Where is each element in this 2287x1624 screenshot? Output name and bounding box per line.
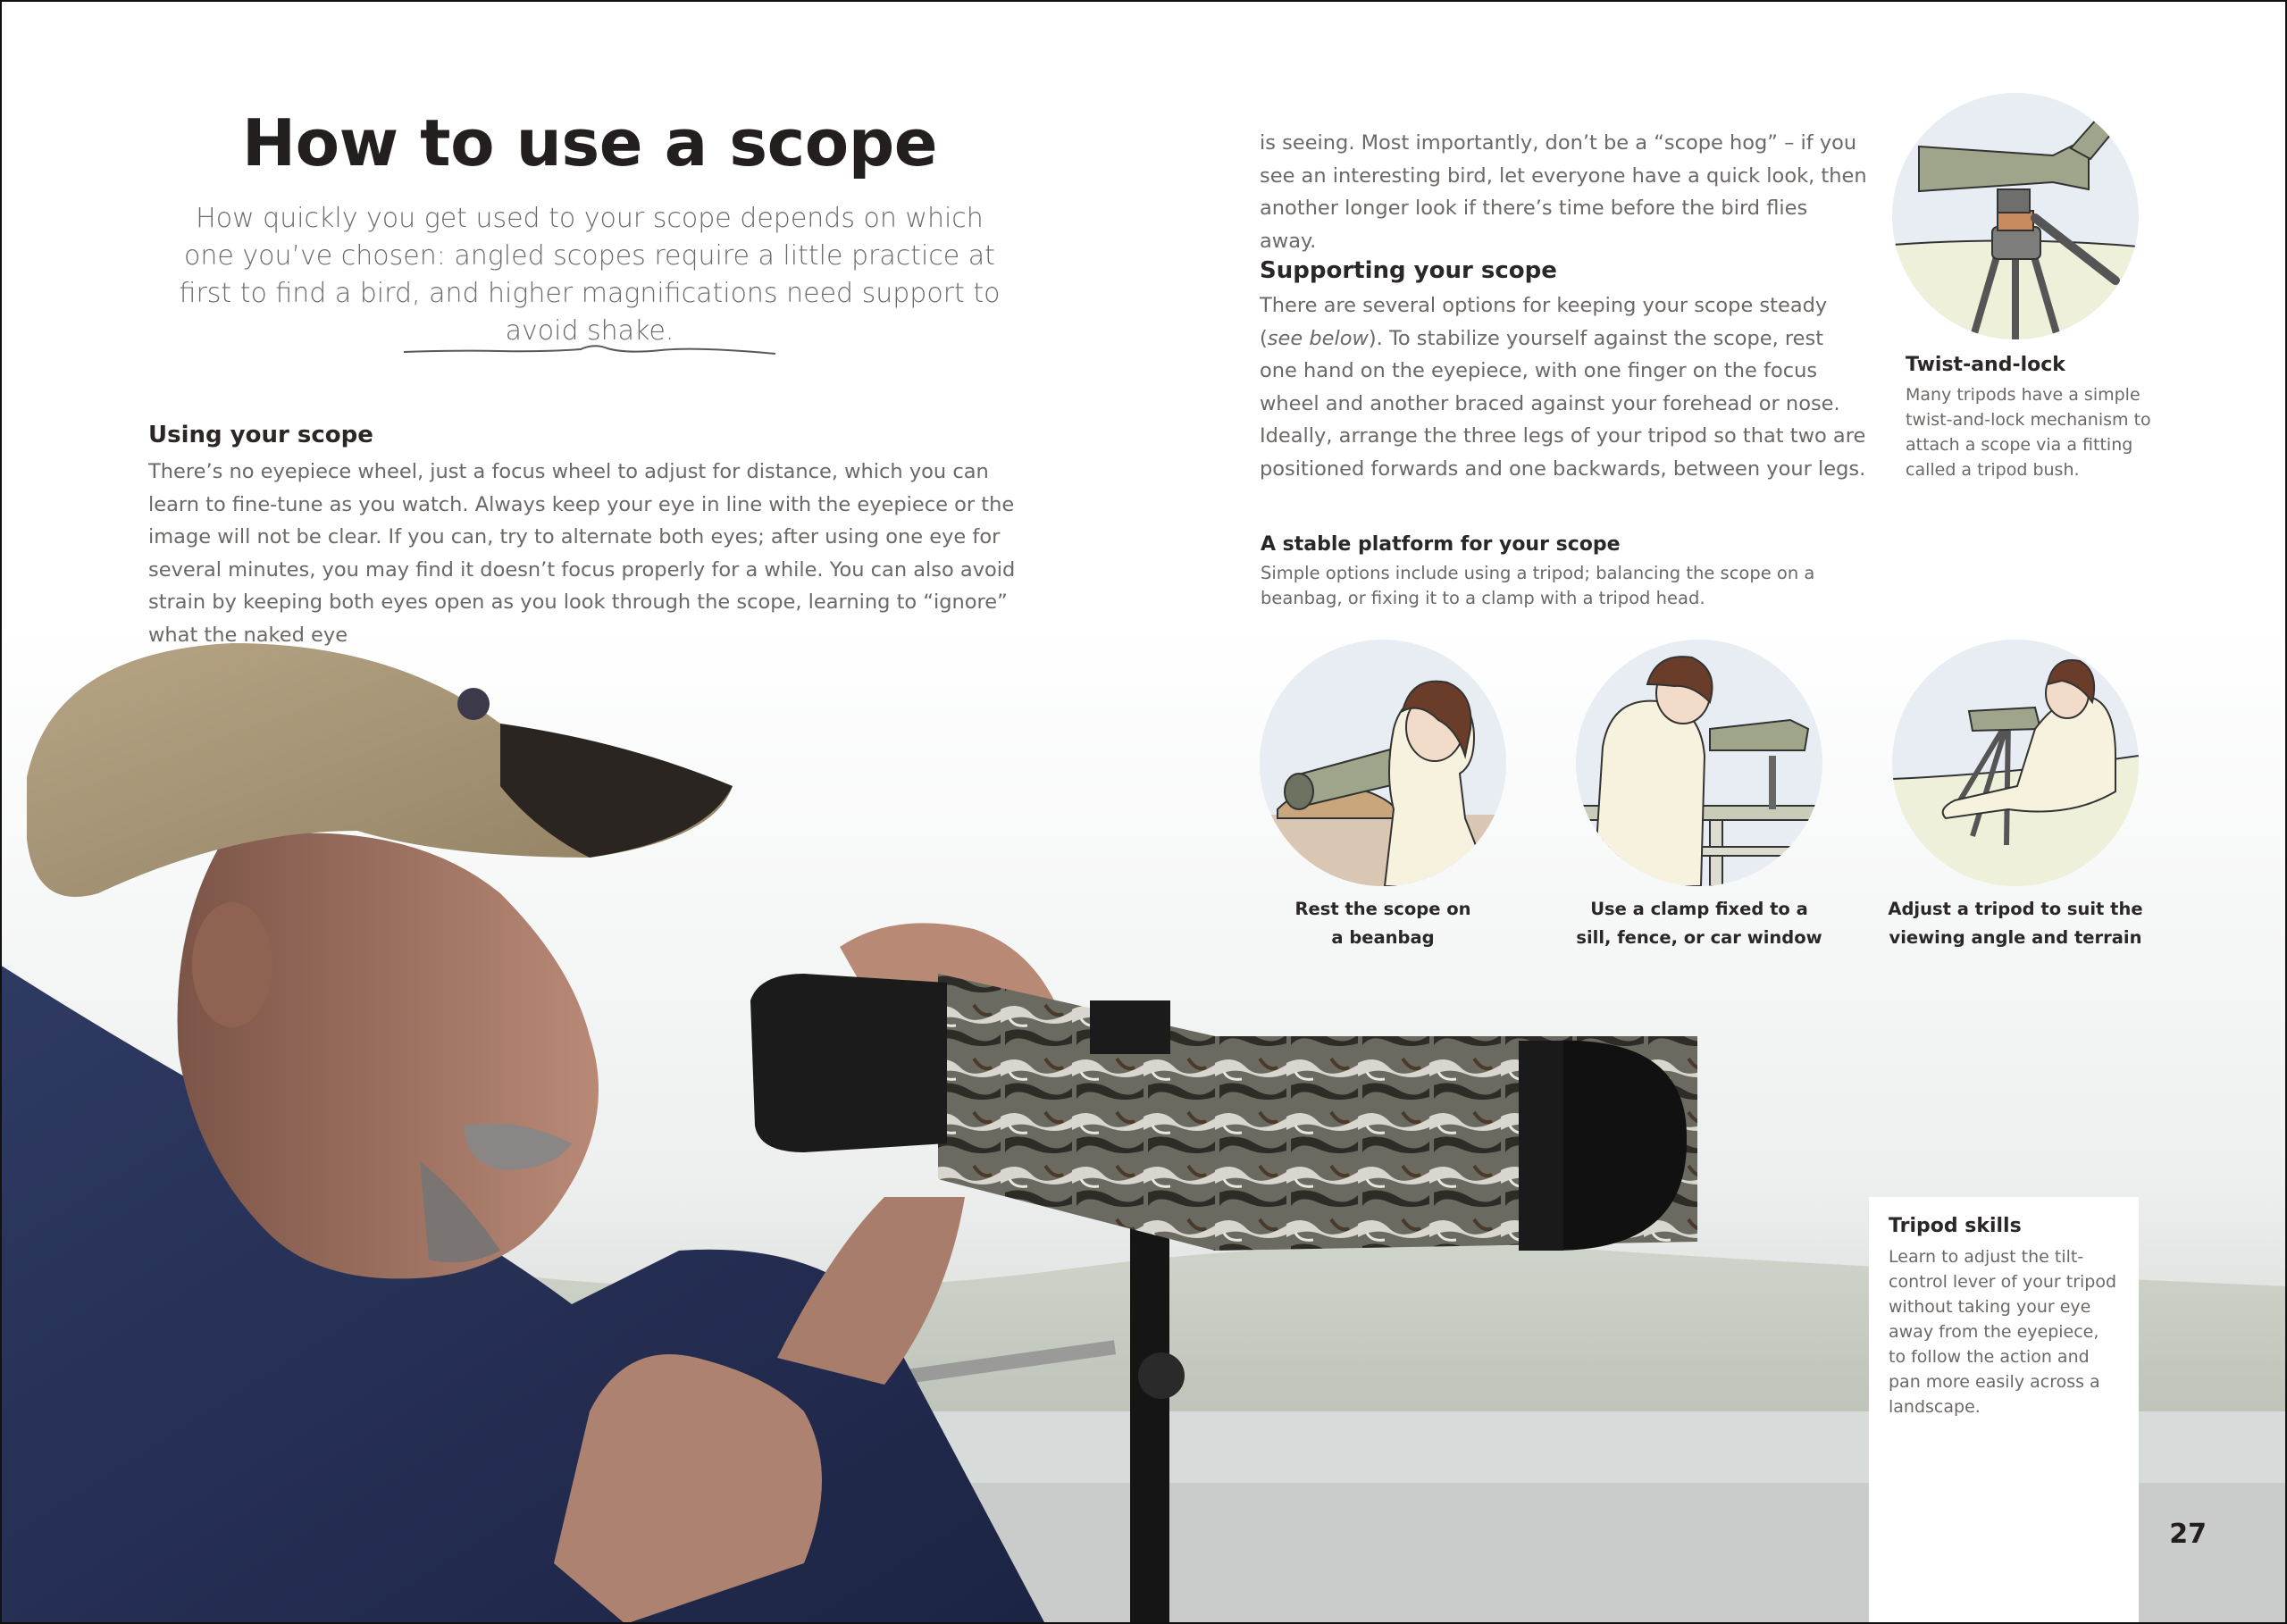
caption-tripod-line-1: Adjust a tripod to suit the	[1888, 899, 2143, 919]
supporting-scope-body	[1260, 289, 1867, 486]
using-scope-heading: Using your scope	[148, 422, 373, 448]
clamp-illustration	[1576, 640, 1822, 886]
continued-body: is seeing. Most importantly, don’t be a “scope hog” – if you see an interesting bird, let everyone have a quick look, then another longer look if there’s time before the bird flies away.	[1260, 131, 1867, 253]
page-number: 27	[2169, 1519, 2207, 1550]
tripod-skills-heading: Tripod skills	[1889, 1215, 2022, 1237]
caption-clamp-line-1: Use a clamp fixed to a	[1590, 899, 1808, 919]
page-title: How to use a scope	[241, 105, 938, 180]
tripod-skills-body: Learn to adjust the tilt-control lever of your tripod without taking your eye away from the eyepiece, to follow the action and pan more easily across a landscape.	[1889, 1247, 2117, 1417]
caption-beanbag-line-1: Rest the scope on	[1294, 899, 1471, 919]
beanbag-illustration	[1260, 640, 1506, 886]
caption-clamp-line-2: sill, fence, or car window	[1576, 927, 1822, 948]
supporting-text-2: ). To stabilize yourself against the scope, rest one hand on the eyepiece, with one finger on the focus wheel and another braced against your forehead or nose. Ideally, arrange the three legs of your tripod so that two are positioned forwards and one backwards, between your legs.	[1260, 326, 1866, 481]
twist-and-lock-illustration	[1892, 93, 2139, 339]
caption-tripod-line-2: viewing angle and terrain	[1889, 927, 2142, 948]
supporting-scope-heading: Supporting your scope	[1260, 257, 1557, 284]
supporting-text-italic: see below	[1267, 326, 1369, 350]
caption-beanbag	[1260, 895, 1506, 952]
caption-clamp	[1558, 895, 1840, 952]
decorative-divider	[402, 339, 777, 361]
caption-beanbag-line-2: a beanbag	[1331, 927, 1435, 948]
using-scope-body: There’s no eyepiece wheel, just a focus wheel to adjust for distance, which you can learn to fine-tune as you watch. Always keep your eye in line with the eyepiece or the image will not be clear. If you can, try to alternate both eyes; after using one eye for several minutes, you may find it doesn’t focus properly for a while. You can also avoid strain by keeping both eyes open as you look through the scope, learning to “ignore” what the naked eye	[148, 460, 1016, 647]
intro-text: How quickly you get used to your scope depends on which one you’ve chosen: angled scopes require a little practice at first to find a bird, and higher magnifications need support to avoid shake.	[179, 203, 1001, 347]
twist-lock-heading: Twist-and-lock	[1906, 354, 2065, 376]
stable-platform-body: Simple options include using a tripod; balancing the scope on a beanbag, or fixing it to a clamp with a tripod head.	[1261, 563, 1815, 608]
supporting-text-1: There are several options for keeping your scope steady (	[1260, 294, 1828, 350]
tripod-illustration	[1892, 640, 2139, 886]
caption-tripod	[1874, 895, 2157, 952]
stable-platform-heading: A stable platform for your scope	[1261, 533, 1621, 556]
twist-lock-body: Many tripods have a simple twist-and-lock mechanism to attach a scope via a fitting called a tripod bush.	[1906, 385, 2151, 480]
